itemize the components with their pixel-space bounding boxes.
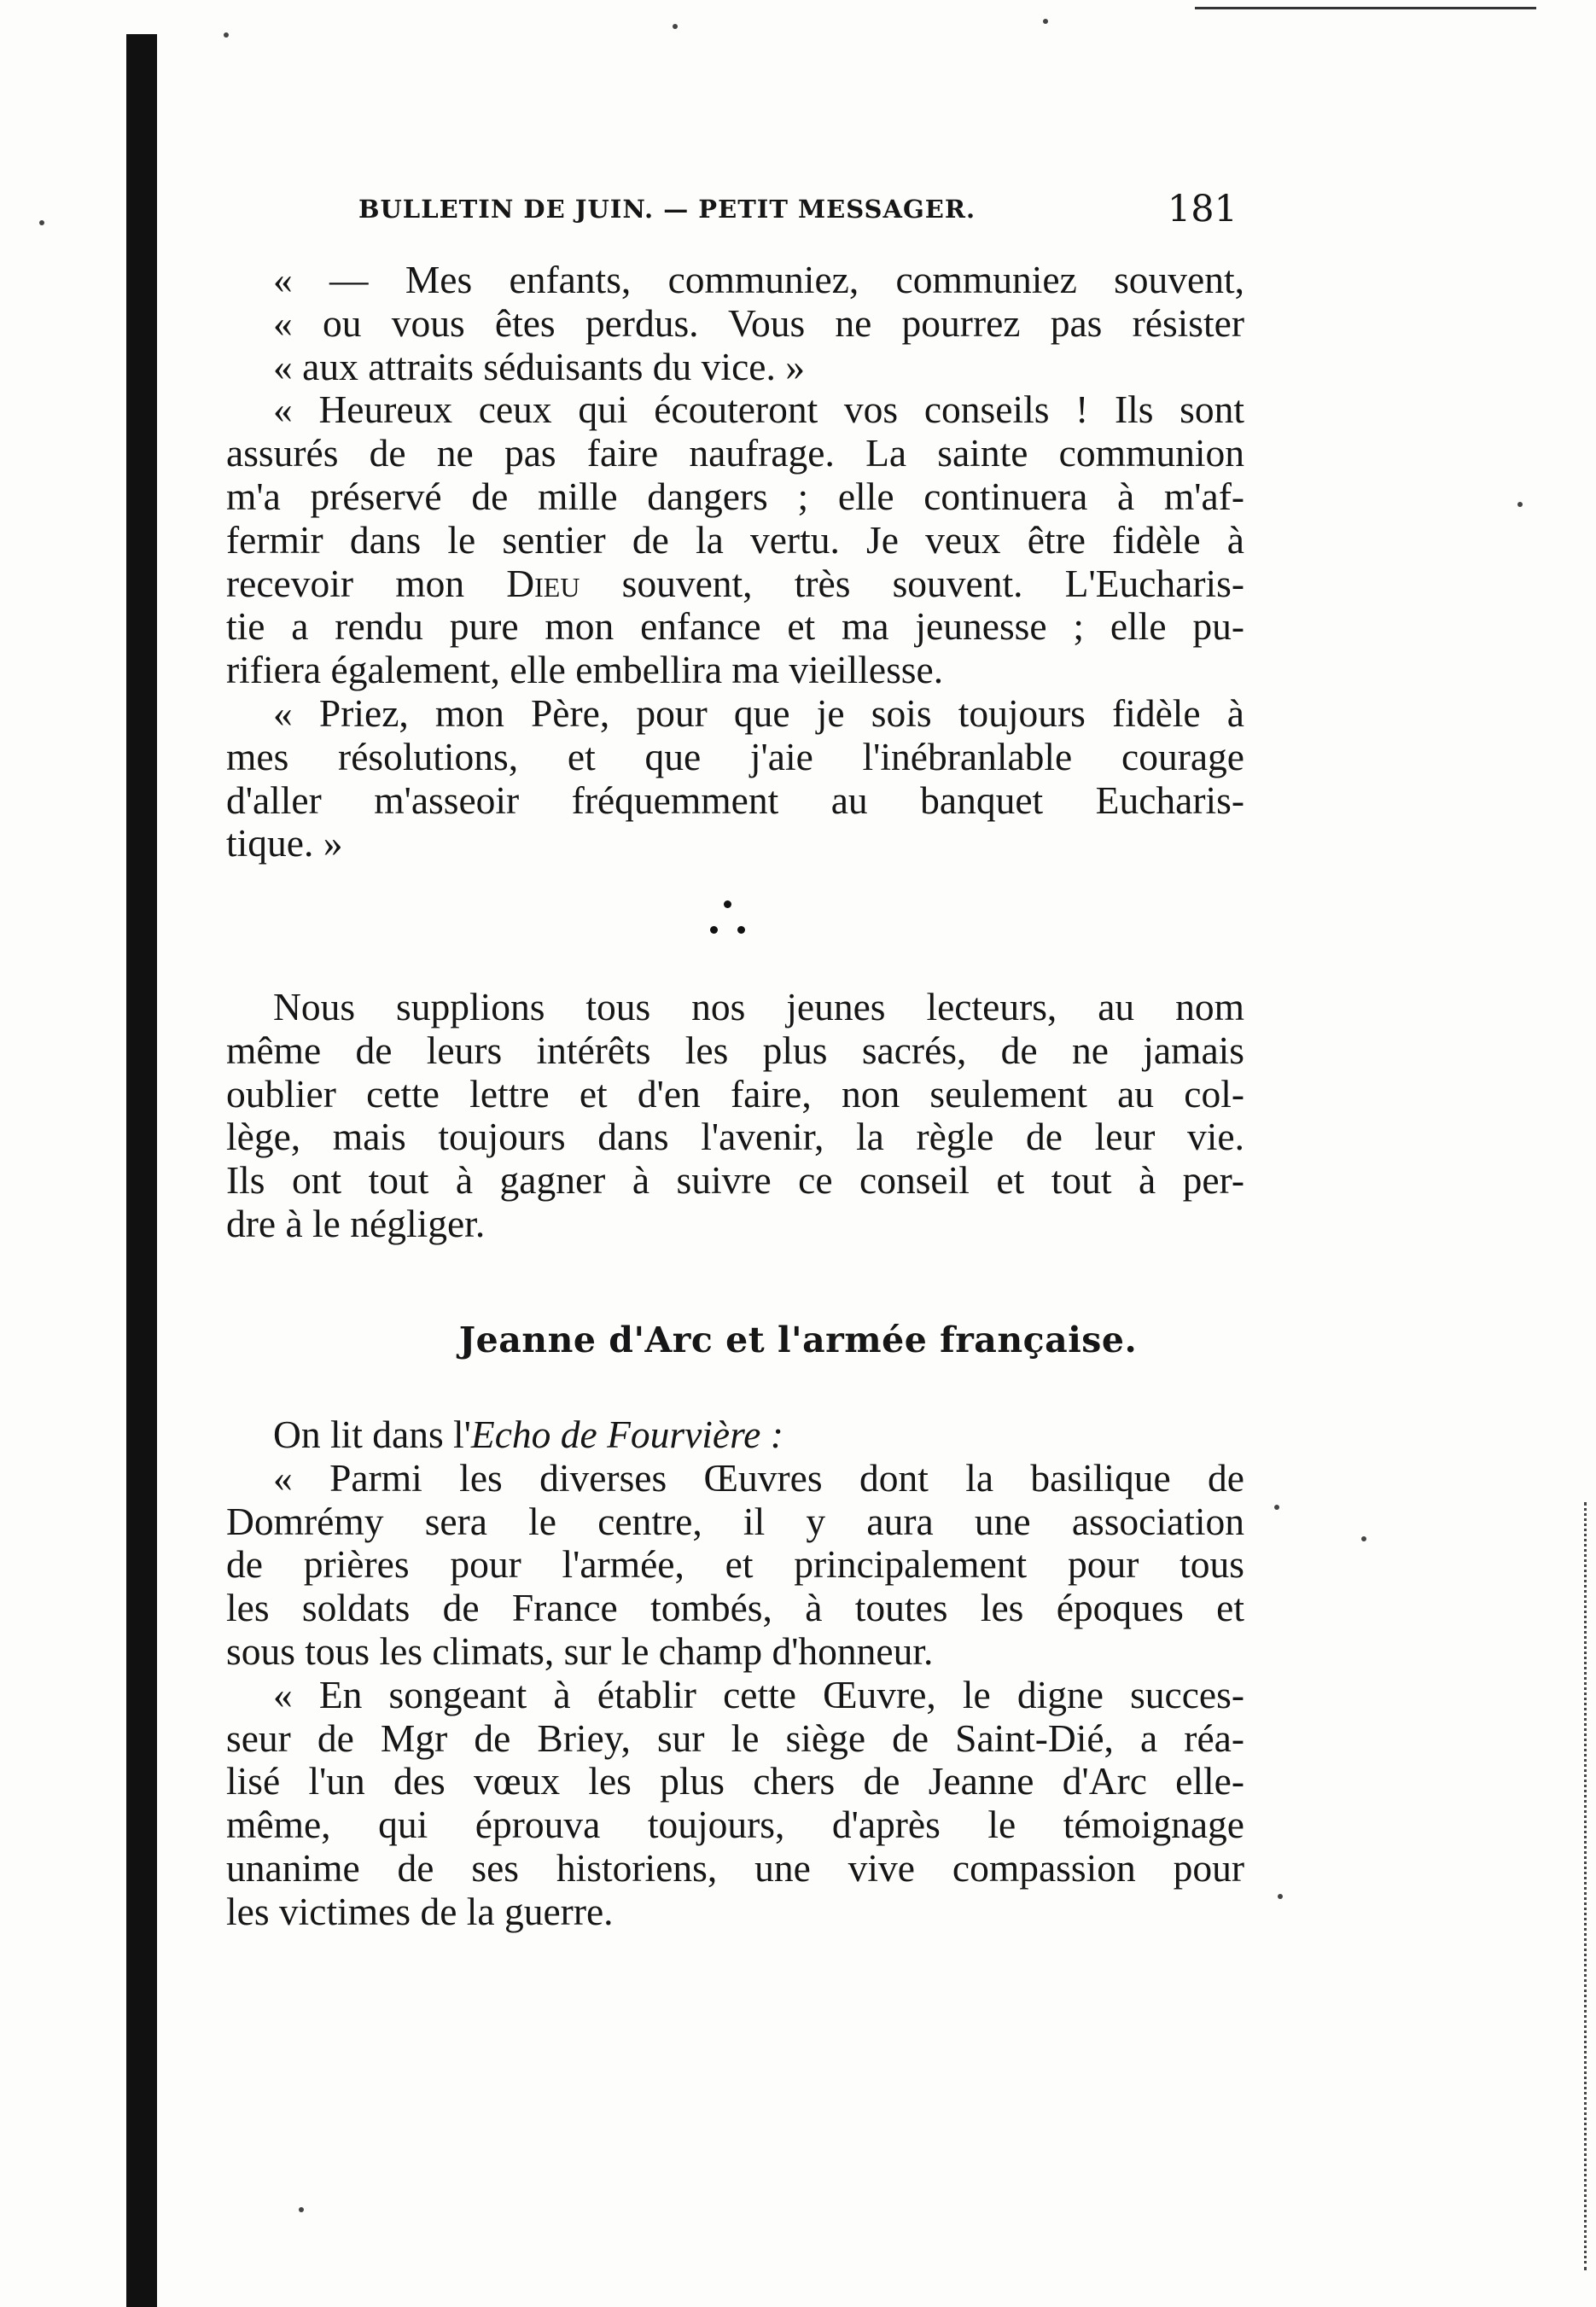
- text-line: d'aller m'asseoir fréquemment au banquet Eucharis-: [226, 778, 1244, 822]
- text-line: lisé l'un des vœux les plus chers de Jeanne d'Arc elle-: [226, 1759, 1244, 1803]
- text-line: « Heureux ceux qui écouteront vos conseils ! Ils sont: [273, 387, 1244, 432]
- speck: [224, 32, 229, 38]
- text-line: lège, mais toujours dans l'avenir, la règle de leur vie.: [226, 1115, 1244, 1159]
- text-line: mes résolutions, et que j'aie l'inébranlable courage: [226, 734, 1244, 778]
- text-line: oublier cette lettre et d'en faire, non seulement au col-: [226, 1071, 1244, 1116]
- text-line: « Parmi les diverses Œuvres dont la basilique de: [273, 1455, 1244, 1500]
- text-line: de prières pour l'armée, et principalement pour tous: [226, 1542, 1244, 1587]
- source-title: Echo de Fourvière :: [470, 1413, 783, 1456]
- speck: [299, 2207, 304, 2212]
- right-edge-speckles: [1584, 1502, 1591, 2270]
- text-line: m'a préservé de mille dangers ; elle continuera à m'af-: [226, 474, 1244, 518]
- asterism-dot: [737, 926, 745, 934]
- speck: [673, 24, 678, 29]
- running-head: [358, 188, 1255, 239]
- asterism-dot: [710, 926, 718, 934]
- text-line: rifiera également, elle embellira ma vieillesse.: [226, 648, 944, 692]
- speck: [1278, 1894, 1283, 1899]
- text-fragment: recevoir mon: [226, 561, 507, 605]
- text-line: unanime de ses historiens, une vive compassion pour: [226, 1845, 1244, 1890]
- text-line: « En songeant à établir cette Œuvre, le digne succes-: [273, 1672, 1244, 1716]
- text-line: fermir dans le sentier de la vertu. Je veux être fidèle à: [226, 517, 1244, 562]
- text-line: dre à le négliger.: [226, 1201, 486, 1245]
- text-line: « aux attraits séduisants du vice. »: [273, 344, 805, 388]
- speck: [1361, 1536, 1366, 1541]
- letter-quote-section: [226, 259, 1244, 865]
- asterism-separator: [698, 892, 758, 943]
- speck: [1517, 502, 1523, 507]
- text-line: les soldats de France tombés, à toutes les époques et: [226, 1586, 1244, 1630]
- text-line: Nous supplions tous nos jeunes lecteurs, au nom: [273, 985, 1244, 1028]
- divine-name: Dieu: [506, 561, 580, 605]
- page-number: 181: [1167, 188, 1238, 230]
- running-head-title: BULLETIN DE JUIN. — PETIT MESSAGER.: [358, 195, 976, 224]
- text-line: les victimes de la guerre.: [226, 1889, 614, 1933]
- top-edge-rule: [1195, 7, 1536, 9]
- text-line: Domrémy sera le centre, il y aura une association: [226, 1499, 1244, 1543]
- binding-edge: [126, 34, 157, 2307]
- text-line: « ou vous êtes perdus. Vous ne pourrez pas résister: [273, 300, 1244, 345]
- text-line: même, qui éprouva toujours, d'après le témoignage: [226, 1803, 1244, 1847]
- text-fragment: On lit dans l': [273, 1413, 471, 1456]
- text-line: tie a rendu pure mon enfance et ma jeunesse ; elle pu-: [226, 604, 1244, 649]
- text-line: même de leurs intérêts les plus sacrés, de ne jamais: [226, 1028, 1244, 1072]
- text-line: tique. »: [226, 821, 343, 865]
- text-line: Ils ont tout à gagner à suivre ce conseil et tout à per-: [226, 1158, 1244, 1203]
- text-line: sous tous les climats, sur le champ d'honneur.: [226, 1628, 934, 1673]
- text-line: [226, 562, 1244, 606]
- section-heading: Jeanne d'Arc et l'armée française.: [458, 1320, 1138, 1360]
- text-line: « — Mes enfants, communiez, communiez souvent,: [273, 258, 1244, 301]
- joan-of-arc-section: [226, 1413, 1244, 1934]
- text-line: assurés de ne pas faire naufrage. La sainte communion: [226, 431, 1244, 475]
- text-line: « Priez, mon Père, pour que je sois toujours fidèle à: [273, 690, 1244, 735]
- speck: [1274, 1505, 1279, 1510]
- speck: [1043, 19, 1048, 24]
- text-line: seur de Mgr de Briey, sur le siège de Saint-Dié, a réa-: [226, 1716, 1244, 1760]
- text-line: [226, 1413, 1244, 1457]
- exhortation-section: [226, 986, 1244, 1246]
- asterism-dot: [724, 900, 731, 908]
- speck: [39, 220, 44, 225]
- text-fragment: souvent, très souvent. L'Eucharis-: [580, 561, 1245, 605]
